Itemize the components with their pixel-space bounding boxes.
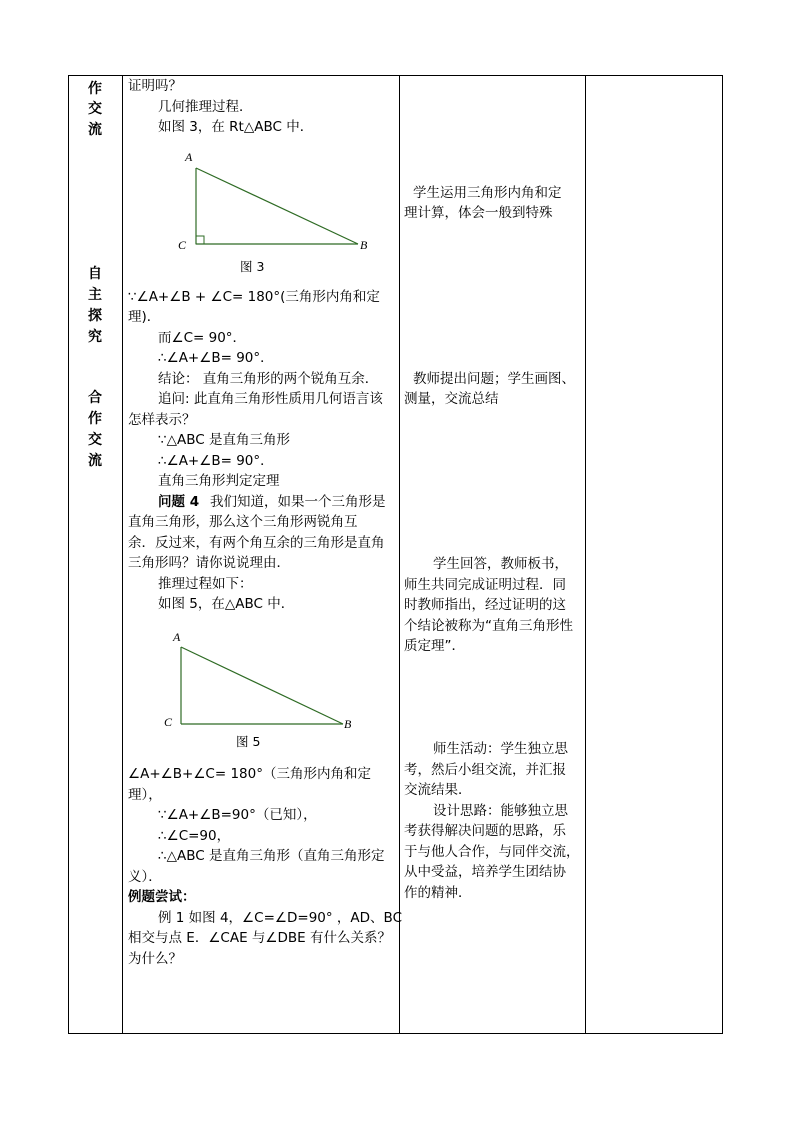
content-line: 结论： 直角三角形的两个锐角互余． — [158, 371, 379, 387]
right-angle-mark — [196, 236, 204, 244]
content-line: ∴∠A+∠B= 90°． — [158, 453, 274, 469]
vertex-label-c: C — [164, 715, 173, 729]
note-line: 考获得解决问题的思路，乐 — [404, 823, 566, 839]
content-line: 而∠C= 90°． — [158, 330, 247, 346]
content-line: 三角形吗？请你说说理由． — [128, 555, 290, 571]
example-heading: 例题尝试： — [128, 889, 196, 905]
content-line: 我们知道，如果一个三角形是 — [210, 494, 386, 510]
triangle-side-ab — [181, 647, 343, 724]
heading-char: 究 — [88, 329, 102, 345]
note-line: 理计算，体会一般到特殊 — [404, 205, 553, 221]
content-line: ∴△ABC 是直角三角形（直角三角形定 — [158, 848, 385, 864]
heading-char: 交 — [88, 101, 102, 117]
problem-label: 问题 4 — [158, 494, 200, 510]
vertex-label-c: C — [178, 238, 187, 252]
content-line: 证明吗？ — [128, 78, 182, 94]
content-line: 义）． — [128, 869, 162, 885]
figure-3-right-triangle — [170, 146, 380, 276]
heading-char: 合 — [88, 390, 102, 406]
heading-char: 探 — [88, 308, 102, 324]
vertex-label-a: A — [173, 630, 181, 644]
note-line: 学生运用三角形内角和定 — [413, 185, 562, 201]
note-line: 交流结果． — [404, 782, 472, 798]
note-line: 学生回答，教师板书， — [433, 556, 568, 572]
content-line: 理)． — [128, 309, 161, 325]
heading-char: 作 — [88, 81, 102, 97]
column-divider-3 — [585, 75, 586, 1034]
heading-char: 作 — [88, 411, 102, 427]
note-line: 作的精神． — [404, 885, 472, 901]
heading-char: 交 — [88, 432, 102, 448]
content-line: 例 1 如图 4，∠C=∠D=90° ，AD、BC — [158, 910, 403, 926]
heading-char: 主 — [88, 287, 102, 303]
note-line: 师生共同完成证明过程．同 — [404, 577, 566, 593]
content-line: 推理过程如下： — [158, 576, 253, 592]
note-line: 师生活动：学生独立思 — [433, 741, 568, 757]
content-line: ∵∠A+∠B + ∠C= 180°(三角形内角和定 — [128, 289, 380, 305]
figure-3-caption: 图 3 — [240, 259, 265, 274]
triangle-side-ab — [196, 168, 358, 244]
heading-char: 自 — [88, 266, 102, 282]
content-line: ∠A+∠B+∠C= 180°（三角形内角和定 — [128, 766, 371, 782]
content-line: ∴∠C=90， — [158, 828, 231, 844]
content-line: ∵△ABC 是直角三角形 — [158, 432, 290, 448]
content-line: 追问: 此直角三角形性质用几何语言该 — [158, 391, 383, 407]
note-line: 从中受益，培养学生团结协 — [404, 864, 566, 880]
content-line: 如图 3，在 Rt△ABC 中． — [158, 119, 314, 135]
note-line: 时教师指出，经过证明的这 — [404, 597, 566, 613]
note-line: 考，然后小组交流，并汇报 — [404, 762, 566, 778]
column-divider-2 — [399, 75, 400, 1034]
content-line: 怎样表示？ — [128, 412, 196, 428]
note-line: 设计思路：能够独立思 — [433, 803, 568, 819]
content-line: 理）， — [128, 787, 162, 803]
vertex-label-a: A — [185, 150, 193, 164]
content-line: 相交与点 E．∠CAE 与∠DBE 有什么关系？ — [128, 930, 391, 946]
content-line: 几何推理过程． — [158, 99, 253, 115]
vertex-label-b: B — [360, 238, 368, 252]
note-line: 质定理”． — [404, 638, 465, 654]
note-line: 测量，交流总结 — [404, 391, 499, 407]
heading-char: 流 — [88, 453, 102, 469]
content-line: ∵∠A+∠B=90°（已知）， — [158, 807, 317, 823]
column-divider-1 — [122, 75, 123, 1034]
content-line: ∴∠A+∠B= 90°． — [158, 350, 274, 366]
content-line: 如图 5，在△ABC 中． — [158, 596, 295, 612]
figure-5-caption: 图 5 — [236, 734, 261, 749]
note-line: 教师提出问题；学生画图、 — [413, 371, 575, 387]
content-line: 余．反过来，有两个角互余的三角形是直角 — [128, 535, 385, 551]
vertex-label-b: B — [344, 717, 352, 731]
heading-char: 流 — [88, 122, 102, 138]
note-line: 于与他人合作，与同伴交流， — [404, 844, 580, 860]
note-line: 个结论被称为“直角三角形性 — [404, 618, 573, 634]
content-line: 直角三角形判定定理 — [158, 473, 280, 489]
content-line: 为什么？ — [128, 951, 182, 967]
content-line: 直角三角形，那么这个三角形两锐角互 — [128, 514, 358, 530]
